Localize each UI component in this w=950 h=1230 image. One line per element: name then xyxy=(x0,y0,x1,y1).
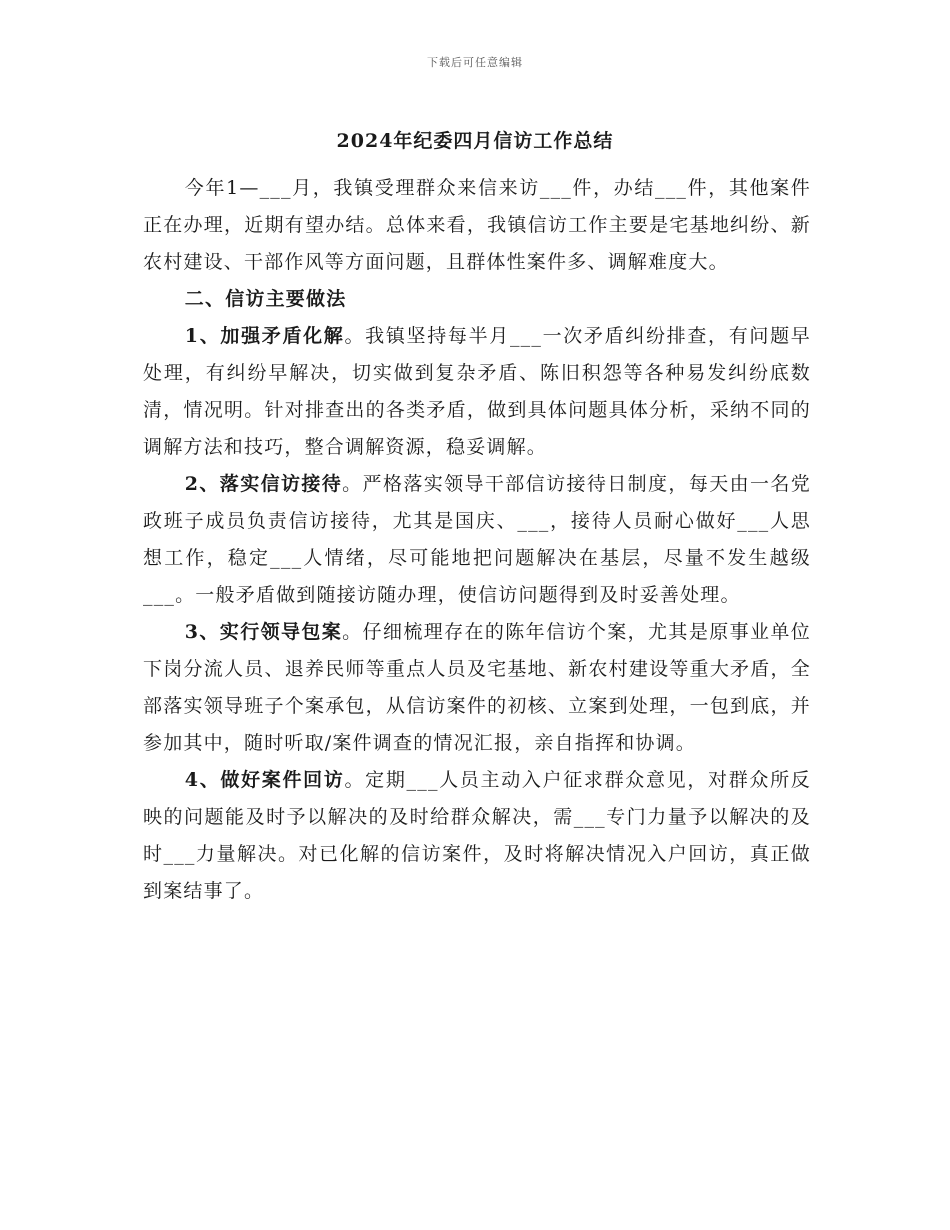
item-paragraph-3 xyxy=(143,614,811,762)
item-text-1: 。我镇坚持每半月___一次矛盾纠纷排查，有问题早处理，有纠纷早解决，切实做到复杂矛盾、陈旧积怨等各种易发纠纷底数清，情况明。针对排查出的各类矛盾，做到具体问题具体分析，采纳不同的调解方法和技巧，整合调解资源，稳妥调解。 xyxy=(143,325,811,458)
item-lead-2: 2、落实信访接待 xyxy=(184,473,343,495)
section-heading: 二、信访主要做法 xyxy=(184,288,347,310)
item-paragraph-1 xyxy=(143,318,811,466)
item-text-4: 。定期___人员主动入户征求群众意见，对群众所反映的问题能及时予以解决的及时给群众解决，需___专门力量予以解决的及时___力量解决。对已化解的信访案件，及时将解决情况入户回访，真正做到案结事了。 xyxy=(143,769,811,902)
header-note: 下载后可任意编辑 xyxy=(427,56,523,69)
item-lead-4: 4、做好案件回访 xyxy=(184,769,345,791)
item-paragraph-2 xyxy=(143,466,811,614)
item-text-2: 。严格落实领导干部信访接待日制度，每天由一名党政班子成员负责信访接待，尤其是国庆、___，接待人员耐心做好___人思想工作，稳定___人情绪，尽可能地把问题解决在基层，尽量不发生越级___。一般矛盾做到随接访随办理，使信访问题得到及时妥善处理。 xyxy=(143,473,811,606)
item-paragraph-4 xyxy=(143,762,811,910)
item-text-3: 。仔细梳理存在的陈年信访个案，尤其是原事业单位下岗分流人员、退养民师等重点人员及宅基地、新农村建设等重大矛盾，全部落实领导班子个案承包，从信访案件的初核、立案到处理，一包到底，并参加其中，随时听取/案件调查的情况汇报，亲自指挥和协调。 xyxy=(143,621,811,754)
item-lead-3: 3、实行领导包案 xyxy=(184,621,343,643)
document-body xyxy=(143,170,811,910)
item-lead-1: 1、加强矛盾化解 xyxy=(184,325,345,347)
intro-paragraph: 今年1—___月，我镇受理群众来信来访___件，办结___件，其他案件正在办理，近期有望办结。总体来看，我镇信访工作主要是宅基地纠纷、新农村建设、干部作风等方面问题，且群体性案件多、调解难度大。 xyxy=(143,177,811,273)
document-title: 2024年纪委四月信访工作总结 xyxy=(336,130,614,152)
